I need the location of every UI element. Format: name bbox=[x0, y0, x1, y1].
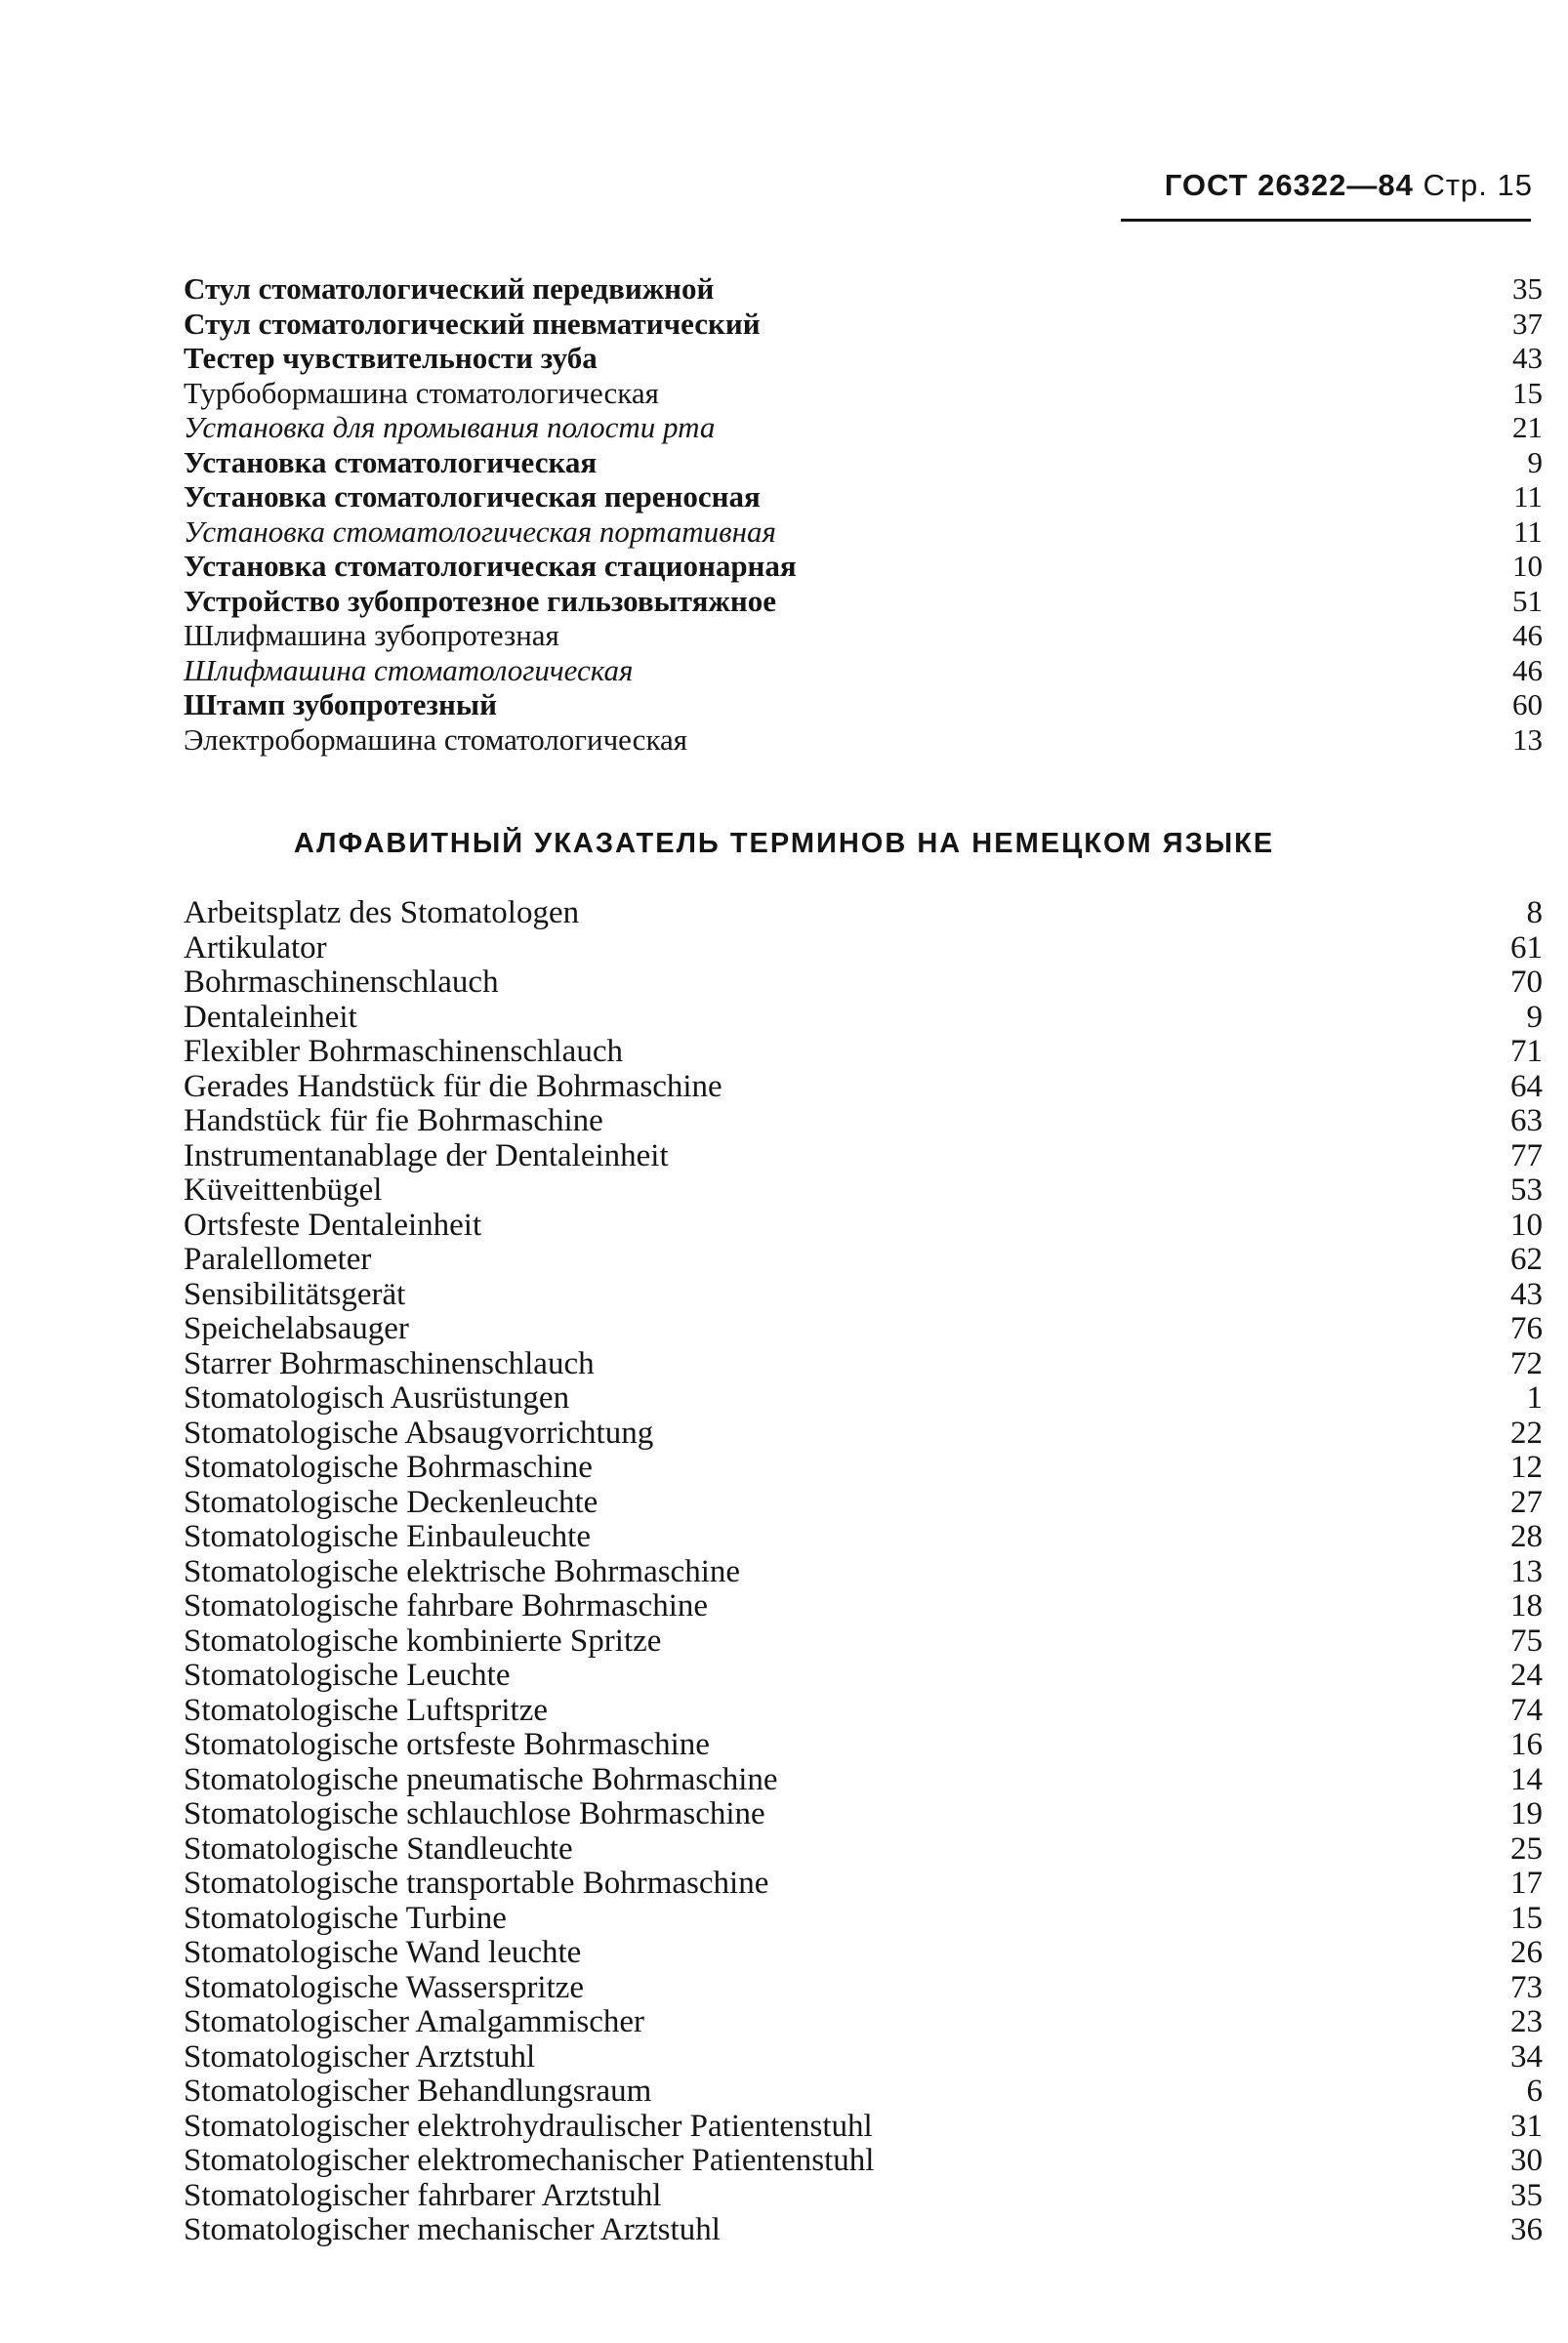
de-index-row bbox=[184, 1070, 1543, 1105]
index-term: Stomatologische Absaugvorrichtung bbox=[184, 1415, 654, 1451]
page-header bbox=[1113, 168, 1533, 203]
index-page-number: 30 bbox=[1510, 2143, 1543, 2178]
index-page-number: 31 bbox=[1510, 2108, 1543, 2144]
index-term: Установка стоматологическая стационарная bbox=[184, 549, 797, 583]
de-index-row bbox=[184, 1589, 1543, 1624]
de-index-row bbox=[184, 1624, 1543, 1660]
index-page-number: 64 bbox=[1510, 1068, 1543, 1104]
index-term: Instrumentanablage der Dentaleinheit bbox=[184, 1137, 669, 1173]
index-page-number: 76 bbox=[1510, 1311, 1543, 1346]
index-term: Stomatologische Wasserspritze bbox=[184, 1969, 585, 2005]
de-index-row bbox=[184, 1763, 1543, 1798]
de-index-row bbox=[184, 1486, 1543, 1521]
index-page-number: 9 bbox=[1526, 999, 1543, 1035]
index-term: Stomatologische Turbine bbox=[184, 1900, 507, 1936]
ru-index-row bbox=[184, 584, 1543, 619]
index-term: Электробормашина стоматологическая bbox=[184, 721, 688, 757]
de-index-row bbox=[184, 1417, 1543, 1452]
index-term: Stomatologische Einbauleuchte bbox=[184, 1519, 591, 1554]
index-term: Stomatologischer elektromechanischer Patientenstuhl bbox=[184, 2143, 875, 2178]
index-term: Speichelabsauger bbox=[184, 1311, 409, 1346]
index-page-number: 35 bbox=[1510, 2177, 1543, 2213]
index-page-number: 28 bbox=[1510, 1519, 1543, 1554]
header-rule bbox=[1121, 219, 1531, 222]
de-index-row bbox=[184, 1139, 1543, 1174]
index-term: Турбобормашина стоматологическая bbox=[184, 375, 659, 410]
index-term: Stomatologischer Arztstuhl bbox=[184, 2038, 536, 2075]
de-index-row bbox=[184, 966, 1543, 1001]
de-index-row bbox=[184, 1797, 1543, 1832]
index-page-number: 19 bbox=[1510, 1796, 1543, 1831]
de-index-row bbox=[184, 1971, 1543, 2006]
index-term: Stomatologischer Behandlungsraum bbox=[184, 2074, 652, 2109]
index-term: Stomatologische Luftspritze bbox=[184, 1692, 549, 1728]
standard-number: ГОСТ 26322—84 bbox=[1164, 168, 1414, 202]
index-term: Ortsfeste Dentaleinheit bbox=[184, 1207, 482, 1243]
de-index-row bbox=[184, 1104, 1543, 1139]
de-index-row bbox=[184, 2005, 1543, 2040]
index-term: Stomatologische Bohrmaschine bbox=[184, 1450, 593, 1485]
de-index-row bbox=[184, 896, 1543, 931]
index-page-number: 43 bbox=[1510, 1276, 1543, 1312]
index-term: Sensibilitätsgerät bbox=[184, 1276, 406, 1312]
index-page-number: 25 bbox=[1510, 1830, 1543, 1867]
index-term: Установка для промывания полости рта bbox=[184, 410, 716, 444]
index-term: Gerades Handstück für die Bohrmaschine bbox=[184, 1068, 722, 1104]
index-page-number: 14 bbox=[1510, 1761, 1543, 1797]
de-index-row bbox=[184, 2144, 1543, 2179]
index-term: Stomatologischer mechanischer Arztstuhl bbox=[184, 2212, 721, 2247]
index-term: Штамп зубопротезный bbox=[184, 687, 497, 721]
index-page-number: 13 bbox=[1512, 721, 1543, 757]
ru-index-row bbox=[184, 687, 1543, 722]
index-term: Установка стоматологическая bbox=[184, 444, 598, 479]
ru-index-row bbox=[184, 618, 1543, 653]
index-page-number: 15 bbox=[1512, 375, 1543, 410]
index-term: Шлифмашина зубопротезная bbox=[184, 618, 559, 652]
index-term: Dentaleinheit bbox=[184, 999, 357, 1035]
index-page-number: 36 bbox=[1510, 2212, 1543, 2247]
de-index-row bbox=[184, 2040, 1543, 2076]
de-index-row bbox=[184, 931, 1543, 966]
index-page-number: 11 bbox=[1513, 514, 1543, 549]
ru-index-row bbox=[184, 341, 1543, 376]
index-term: Установка стоматологическая портативная bbox=[184, 514, 776, 549]
index-term: Стул стоматологический пневматический bbox=[184, 306, 761, 341]
de-index-row bbox=[184, 1381, 1543, 1417]
russian-term-index bbox=[184, 271, 1543, 757]
index-page-number: 22 bbox=[1510, 1415, 1543, 1451]
ru-index-row bbox=[184, 271, 1543, 307]
index-page-number: 75 bbox=[1510, 1623, 1543, 1659]
de-index-row bbox=[184, 2110, 1543, 2145]
de-index-row bbox=[184, 1035, 1543, 1070]
index-page-number: 12 bbox=[1510, 1450, 1543, 1485]
index-term: Küveittenbügel bbox=[184, 1172, 383, 1208]
index-page-number: 77 bbox=[1510, 1137, 1543, 1173]
index-term: Paralellometer bbox=[184, 1242, 372, 1277]
index-term: Stomatologische Deckenleuchte bbox=[184, 1484, 598, 1520]
de-index-row bbox=[184, 1659, 1543, 1694]
index-term: Flexibler Bohrmaschinenschlauch bbox=[184, 1034, 623, 1069]
index-page-number: 27 bbox=[1510, 1484, 1543, 1520]
de-index-row bbox=[184, 1832, 1543, 1868]
page-number-label: Стр. 15 bbox=[1423, 168, 1533, 202]
index-term: Шлифмашина стоматологическая bbox=[184, 652, 634, 687]
index-term: Stomatologisch Ausrüstungen bbox=[184, 1380, 570, 1416]
de-index-row bbox=[184, 1555, 1543, 1590]
index-page-number: 53 bbox=[1510, 1172, 1543, 1208]
index-page-number: 23 bbox=[1510, 2004, 1543, 2039]
index-term: Stomatologische fahrbare Bohrmaschine bbox=[184, 1588, 709, 1624]
index-page-number: 46 bbox=[1512, 618, 1543, 652]
ru-index-row bbox=[184, 549, 1543, 584]
de-index-row bbox=[184, 1451, 1543, 1486]
de-index-row bbox=[184, 1278, 1543, 1313]
de-index-row bbox=[184, 1867, 1543, 1902]
index-term: Stomatologische Standleuchte bbox=[184, 1830, 573, 1867]
de-index-row bbox=[184, 1001, 1543, 1036]
index-page-number: 61 bbox=[1510, 929, 1543, 966]
index-page-number: 46 bbox=[1512, 652, 1543, 687]
index-page-number: 10 bbox=[1510, 1207, 1543, 1243]
index-page-number: 62 bbox=[1510, 1242, 1543, 1277]
de-index-row bbox=[184, 1347, 1543, 1382]
ru-index-row bbox=[184, 410, 1543, 445]
index-page-number: 26 bbox=[1510, 1935, 1543, 1970]
ru-index-row bbox=[184, 307, 1543, 342]
index-page-number: 11 bbox=[1513, 479, 1543, 514]
index-page-number: 16 bbox=[1510, 1727, 1543, 1762]
ru-index-row bbox=[184, 445, 1543, 480]
de-index-row bbox=[184, 2213, 1543, 2248]
index-page-number: 51 bbox=[1512, 583, 1543, 618]
index-term: Stomatologischer Amalgammischer bbox=[184, 2004, 644, 2039]
index-page-number: 37 bbox=[1512, 306, 1543, 341]
index-term: Handstück für fie Bohrmaschine bbox=[184, 1103, 603, 1138]
index-page-number: 1 bbox=[1526, 1380, 1543, 1416]
de-index-row bbox=[184, 1173, 1543, 1209]
index-page-number: 35 bbox=[1512, 271, 1543, 306]
index-term: Стул стоматологический передвижной bbox=[184, 271, 715, 306]
index-term: Starrer Bohrmaschinenschlauch bbox=[184, 1345, 595, 1381]
ru-index-row bbox=[184, 479, 1543, 514]
index-term: Stomatologische ortsfeste Bohrmaschine bbox=[184, 1727, 710, 1762]
index-term: Artikulator bbox=[184, 929, 327, 966]
de-index-row bbox=[184, 1312, 1543, 1347]
index-term: Stomatologischer elektrohydraulischer Patientenstuhl bbox=[184, 2108, 873, 2144]
german-term-index bbox=[184, 896, 1543, 2248]
index-term: Stomatologische kombinierte Spritze bbox=[184, 1623, 662, 1659]
de-index-row bbox=[184, 1520, 1543, 1555]
index-page-number: 72 bbox=[1510, 1345, 1543, 1381]
ru-index-row bbox=[184, 722, 1543, 758]
index-term: Установка стоматологическая переносная bbox=[184, 479, 761, 514]
index-page-number: 8 bbox=[1526, 895, 1543, 930]
index-term: Тестер чувствительности зуба bbox=[184, 341, 598, 375]
index-term: Arbeitsplatz des Stomatologen bbox=[184, 895, 580, 930]
index-page-number: 71 bbox=[1510, 1034, 1543, 1069]
index-term: Stomatologische schlauchlose Bohrmaschine bbox=[184, 1796, 765, 1831]
index-page-number: 34 bbox=[1510, 2038, 1543, 2075]
de-index-row bbox=[184, 2075, 1543, 2110]
index-page-number: 6 bbox=[1526, 2074, 1543, 2109]
index-page-number: 73 bbox=[1510, 1969, 1543, 2005]
de-index-row bbox=[184, 1936, 1543, 1971]
index-page-number: 15 bbox=[1510, 1900, 1543, 1936]
index-page-number: 74 bbox=[1510, 1692, 1543, 1728]
index-term: Stomatologische Leuchte bbox=[184, 1658, 511, 1693]
ru-index-row bbox=[184, 376, 1543, 411]
index-term: Stomatologische elektrische Bohrmaschine bbox=[184, 1553, 741, 1589]
index-term: Stomatologische Wand leuchte bbox=[184, 1935, 582, 1970]
de-index-row bbox=[184, 1243, 1543, 1278]
ru-index-row bbox=[184, 514, 1543, 550]
index-page-number: 43 bbox=[1512, 341, 1543, 375]
index-page-number: 13 bbox=[1510, 1553, 1543, 1589]
index-term: Bohrmaschinenschlauch bbox=[184, 965, 499, 1000]
index-term: Stomatologische pneumatische Bohrmaschine bbox=[184, 1761, 778, 1797]
index-term: Stomatologischer fahrbarer Arztstuhl bbox=[184, 2177, 662, 2213]
index-page-number: 21 bbox=[1512, 410, 1543, 444]
index-page-number: 60 bbox=[1512, 687, 1543, 721]
index-page-number: 10 bbox=[1512, 549, 1543, 583]
german-index-heading: АЛФАВИТНЫЙ УКАЗАТЕЛЬ ТЕРМИНОВ НА НЕМЕЦКОМ ЯЗЫКЕ bbox=[293, 828, 1275, 859]
index-page-number: 24 bbox=[1510, 1658, 1543, 1693]
de-index-row bbox=[184, 2179, 1543, 2214]
index-page-number: 70 bbox=[1510, 965, 1543, 1000]
index-page-number: 63 bbox=[1510, 1103, 1543, 1138]
index-term: Устройство зубопротезное гильзовытяжное bbox=[184, 583, 776, 618]
index-term: Stomatologische transportable Bohrmaschine bbox=[184, 1866, 769, 1901]
ru-index-row bbox=[184, 653, 1543, 688]
de-index-row bbox=[184, 1209, 1543, 1244]
index-page-number: 9 bbox=[1527, 444, 1543, 479]
index-page-number: 17 bbox=[1510, 1866, 1543, 1901]
de-index-row bbox=[184, 1902, 1543, 1937]
de-index-row bbox=[184, 1728, 1543, 1763]
de-index-row bbox=[184, 1694, 1543, 1729]
index-page-number: 18 bbox=[1510, 1588, 1543, 1624]
